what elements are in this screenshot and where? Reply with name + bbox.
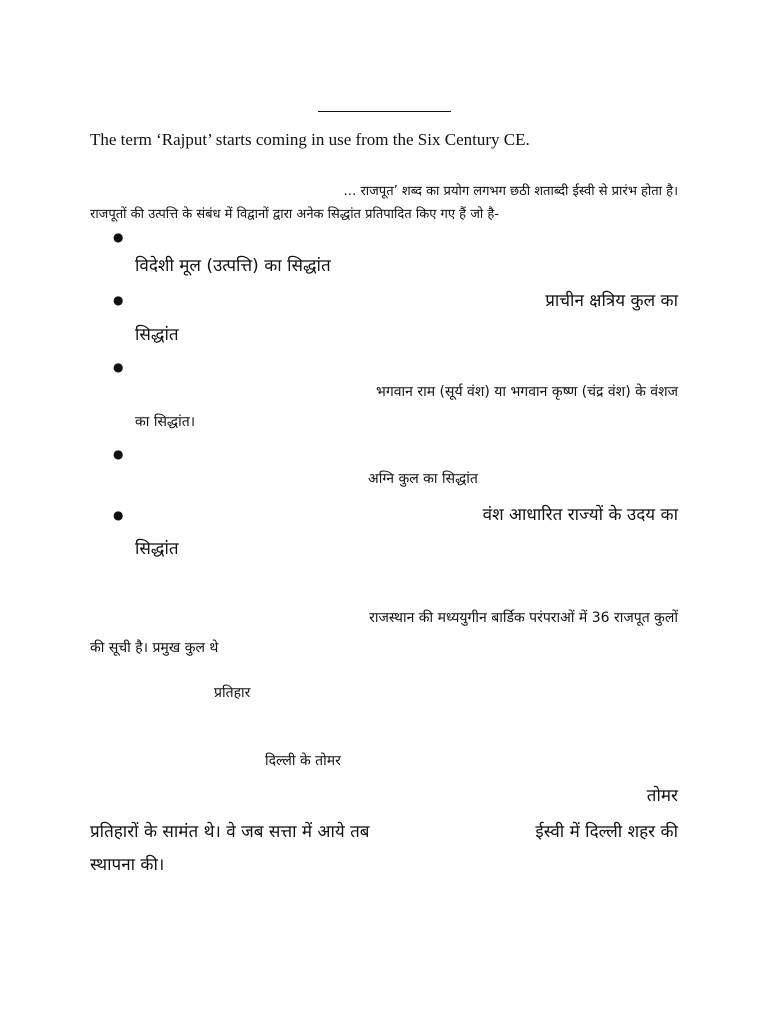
tomar-para-line-1: तोमर bbox=[646, 786, 678, 806]
theory-agnikula: अग्नि कुल का सिद्धांत bbox=[368, 471, 478, 487]
clan-tomar-delhi: दिल्ली के तोमर bbox=[265, 753, 341, 769]
bullet-icon: ● bbox=[113, 447, 124, 461]
intro-hindi-line-2: राजपूतों की उत्पत्ति के संबंध में विद्वानों द्वारा अनेक सिद्धांत प्रतिपादित किए गए हैं जो है- bbox=[90, 207, 499, 222]
bullet-icon: ● bbox=[113, 293, 124, 307]
bardic-traditions-line-1: राजस्थान की मध्ययुगीन बार्डिक परंपराओं में 36 राजपूत कुलों bbox=[369, 610, 678, 626]
theory-dynastic-states-cont: सिद्धांत bbox=[135, 539, 179, 559]
theory-lineage-ram-krishna: भगवान राम (सूर्य वंश) या भगवान कृष्ण (चंद्र वंश) के वंशज bbox=[376, 384, 678, 400]
bardic-traditions-line-2: की सूची है। प्रमुख कुल थे bbox=[90, 640, 219, 656]
theory-lineage-ram-krishna-cont: का सिद्धांत। bbox=[135, 414, 196, 430]
bullet-icon: ● bbox=[113, 360, 124, 374]
tomar-para-line-2a: प्रतिहारों के सामंत थे। वे जब सत्ता में आये तब bbox=[90, 822, 370, 842]
clan-pratihara: प्रतिहार bbox=[214, 685, 251, 701]
intro-english: The term ‘Rajput’ starts coming in use from the Six Century CE. bbox=[90, 130, 530, 149]
bullet-icon: ● bbox=[113, 230, 124, 244]
theory-dynastic-states: वंश आधारित राज्यों के उदय का bbox=[482, 505, 678, 525]
bullet-icon: ● bbox=[113, 508, 124, 522]
theory-ancient-kshatriya: प्राचीन क्षत्रिय कुल का bbox=[545, 291, 678, 311]
heading-rule bbox=[318, 111, 451, 112]
theory-ancient-kshatriya-cont: सिद्धांत bbox=[135, 325, 179, 345]
tomar-para-line-2b: ईस्वी में दिल्ली शहर की bbox=[535, 822, 678, 842]
tomar-para-line-3: स्थापना की। bbox=[90, 855, 165, 875]
theory-foreign-origin: विदेशी मूल (उत्पत्ति) का सिद्धांत bbox=[135, 256, 331, 276]
intro-hindi-line-1: … राजपूत’ शब्द का प्रयोग लगभग छठी शताब्दी ईस्वी से प्रारंभ होता है। bbox=[343, 184, 678, 199]
